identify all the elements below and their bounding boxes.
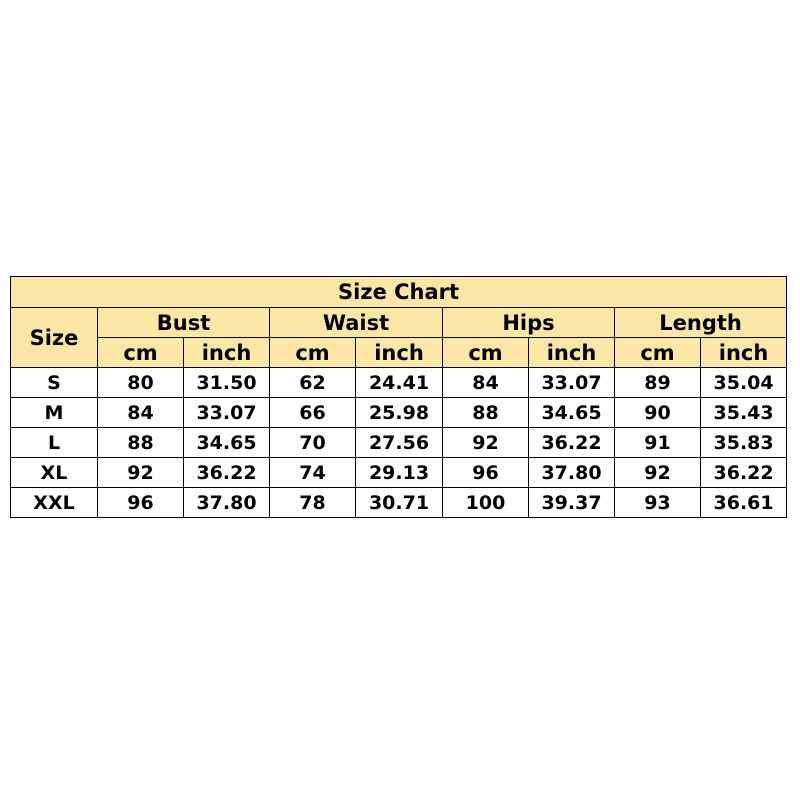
value-cell: 70 (270, 428, 356, 458)
table-row (11, 368, 787, 398)
value-cell: 25.98 (356, 398, 443, 428)
unit-header-cm: cm (615, 338, 701, 368)
value-cell: 88 (443, 398, 529, 428)
value-cell: 93 (615, 488, 701, 518)
value-cell: 36.22 (701, 458, 787, 488)
value-cell: 37.80 (184, 488, 270, 518)
unit-header-inch: inch (701, 338, 787, 368)
size-cell: XL (11, 458, 98, 488)
value-cell: 35.04 (701, 368, 787, 398)
group-header-bust: Bust (98, 308, 270, 338)
group-header-hips: Hips (443, 308, 615, 338)
value-cell: 78 (270, 488, 356, 518)
unit-header-inch: inch (529, 338, 615, 368)
table-row (11, 428, 787, 458)
size-cell: L (11, 428, 98, 458)
value-cell: 27.56 (356, 428, 443, 458)
value-cell: 39.37 (529, 488, 615, 518)
size-column-header: Size (11, 308, 98, 368)
value-cell: 92 (443, 428, 529, 458)
unit-header-cm: cm (270, 338, 356, 368)
group-header-waist: Waist (270, 308, 443, 338)
value-cell: 35.83 (701, 428, 787, 458)
value-cell: 31.50 (184, 368, 270, 398)
value-cell: 96 (443, 458, 529, 488)
value-cell: 80 (98, 368, 184, 398)
value-cell: 34.65 (529, 398, 615, 428)
value-cell: 88 (98, 428, 184, 458)
chart-title: Size Chart (11, 277, 787, 308)
value-cell: 62 (270, 368, 356, 398)
unit-header-inch: inch (184, 338, 270, 368)
size-cell: M (11, 398, 98, 428)
value-cell: 89 (615, 368, 701, 398)
value-cell: 90 (615, 398, 701, 428)
table-row (11, 398, 787, 428)
size-chart-table (10, 276, 787, 518)
value-cell: 66 (270, 398, 356, 428)
table-row (11, 488, 787, 518)
size-cell: S (11, 368, 98, 398)
value-cell: 36.61 (701, 488, 787, 518)
size-cell: XXL (11, 488, 98, 518)
value-cell: 92 (98, 458, 184, 488)
unit-header-cm: cm (443, 338, 529, 368)
value-cell: 84 (443, 368, 529, 398)
value-cell: 34.65 (184, 428, 270, 458)
value-cell: 30.71 (356, 488, 443, 518)
value-cell: 35.43 (701, 398, 787, 428)
value-cell: 74 (270, 458, 356, 488)
value-cell: 84 (98, 398, 184, 428)
value-cell: 91 (615, 428, 701, 458)
value-cell: 36.22 (184, 458, 270, 488)
value-cell: 33.07 (529, 368, 615, 398)
unit-header-inch: inch (356, 338, 443, 368)
value-cell: 37.80 (529, 458, 615, 488)
value-cell: 24.41 (356, 368, 443, 398)
value-cell: 92 (615, 458, 701, 488)
value-cell: 33.07 (184, 398, 270, 428)
value-cell: 29.13 (356, 458, 443, 488)
value-cell: 96 (98, 488, 184, 518)
unit-header-cm: cm (98, 338, 184, 368)
table-row (11, 458, 787, 488)
value-cell: 100 (443, 488, 529, 518)
value-cell: 36.22 (529, 428, 615, 458)
group-header-length: Length (615, 308, 787, 338)
